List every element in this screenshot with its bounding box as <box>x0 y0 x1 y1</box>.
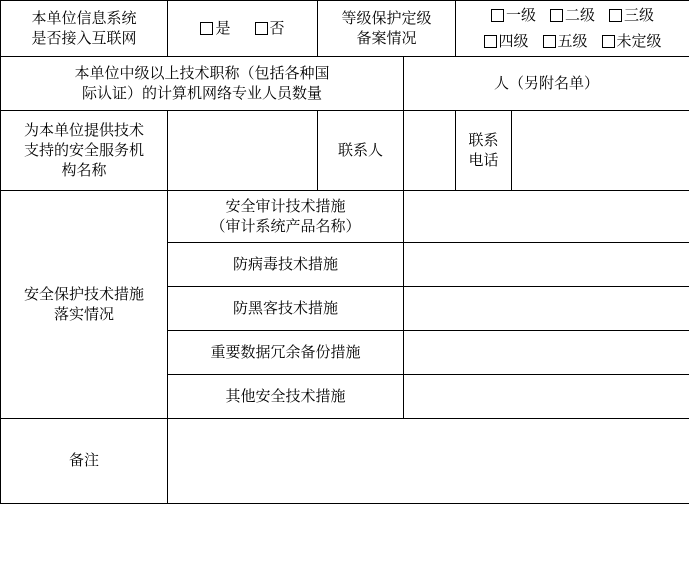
measure-name-antivirus: 防病毒技术措施 <box>168 242 404 286</box>
staff-count-label <box>1 56 404 110</box>
staff-count-label-line2: 际认证）的计算机网络专业人员数量 <box>81 84 322 102</box>
grade-option-level-3-label: 三级 <box>624 6 655 24</box>
measure-name-other: 其他安全技术措施 <box>168 374 404 418</box>
checkbox-icon[interactable] <box>602 35 615 48</box>
staff-count-unit: 人（另附名单） <box>494 73 600 92</box>
staff-count-label-line1: 本单位中级以上技术职称（包括各种国 <box>74 63 330 82</box>
internet-access-option-no-label: 否 <box>269 19 285 38</box>
measure-value-backup[interactable] <box>404 330 689 374</box>
remarks-input[interactable] <box>168 418 689 503</box>
table-row-measure-1 <box>1 190 689 242</box>
service-org-phone-label <box>456 110 512 190</box>
internet-access-options-cell <box>168 1 318 57</box>
table-row-remarks <box>1 418 689 503</box>
measure-value-antihacker[interactable] <box>404 286 689 330</box>
measure-value-audit[interactable] <box>404 190 689 242</box>
measure-name-audit-line2: （审计系统产品名称） <box>210 217 361 235</box>
grade-option-level-4[interactable] <box>484 31 529 51</box>
measure-name-audit <box>168 190 404 242</box>
table-row-staff-count <box>1 56 689 110</box>
measure-name-backup: 重要数据冗余备份措施 <box>168 330 404 374</box>
grade-option-level-4-label: 四级 <box>498 32 529 51</box>
grade-option-level-2-label: 二级 <box>565 6 596 24</box>
grade-protection-options-row-2 <box>484 31 662 51</box>
grade-protection-label-line1: 等级保护定级 <box>341 9 432 27</box>
internet-access-options <box>173 18 312 38</box>
internet-access-label-line1: 本单位信息系统 <box>31 9 137 27</box>
measure-name-audit-line1: 安全审计技术措施 <box>225 196 346 215</box>
grade-protection-options-row-1 <box>491 5 654 25</box>
checkbox-icon[interactable] <box>550 9 563 22</box>
grade-protection-label-line2: 备案情况 <box>356 29 417 48</box>
service-org-name-input[interactable] <box>168 110 318 190</box>
internet-access-label-line2: 是否接入互联网 <box>31 29 137 48</box>
service-org-label-line2: 支持的安全服务机 <box>23 140 144 159</box>
internet-access-option-no[interactable] <box>255 18 285 38</box>
table-row-service-org <box>1 110 689 190</box>
grade-option-level-2[interactable] <box>550 5 595 25</box>
internet-access-label <box>1 1 168 57</box>
internet-access-option-yes-label: 是 <box>215 19 231 38</box>
checkbox-icon[interactable] <box>609 9 622 22</box>
remarks-label: 备注 <box>1 418 168 503</box>
service-org-label-line1: 为本单位提供技术 <box>23 120 144 139</box>
service-org-contact-input[interactable] <box>404 110 456 190</box>
checkbox-icon[interactable] <box>543 35 556 48</box>
checkbox-icon[interactable] <box>491 9 504 22</box>
grade-protection-label <box>318 1 456 57</box>
checkbox-icon[interactable] <box>255 22 268 35</box>
measures-label <box>1 190 168 418</box>
service-org-label <box>1 110 168 190</box>
service-org-phone-input[interactable] <box>512 110 689 190</box>
measure-value-other[interactable] <box>404 374 689 418</box>
grade-option-level-5-label: 五级 <box>557 32 588 51</box>
measures-label-line1: 安全保护技术措施 <box>23 284 144 303</box>
service-org-contact-label: 联系人 <box>318 110 404 190</box>
service-org-phone-label-line1: 联系 <box>468 130 499 149</box>
grade-option-level-1[interactable] <box>491 5 536 25</box>
checkbox-icon[interactable] <box>484 35 497 48</box>
grade-option-level-1-label: 一级 <box>506 6 537 24</box>
table-row-internet-grade <box>1 1 689 57</box>
staff-count-value-cell[interactable] <box>404 56 689 110</box>
service-org-phone-label-line2: 电话 <box>468 151 499 169</box>
grade-option-level-5[interactable] <box>543 31 588 51</box>
measure-value-antivirus[interactable] <box>404 242 689 286</box>
service-org-label-line3: 构名称 <box>61 161 107 180</box>
measure-name-antihacker: 防黑客技术措施 <box>168 286 404 330</box>
grade-protection-options-cell <box>456 1 689 57</box>
checkbox-icon[interactable] <box>200 22 213 35</box>
internet-access-option-yes[interactable] <box>200 18 230 38</box>
grade-option-undetermined[interactable] <box>602 31 662 51</box>
measures-label-line2: 落实情况 <box>53 305 114 323</box>
grade-option-level-3[interactable] <box>609 5 654 25</box>
grade-protection-options <box>461 5 684 52</box>
grade-option-undetermined-label: 未定级 <box>616 32 662 51</box>
